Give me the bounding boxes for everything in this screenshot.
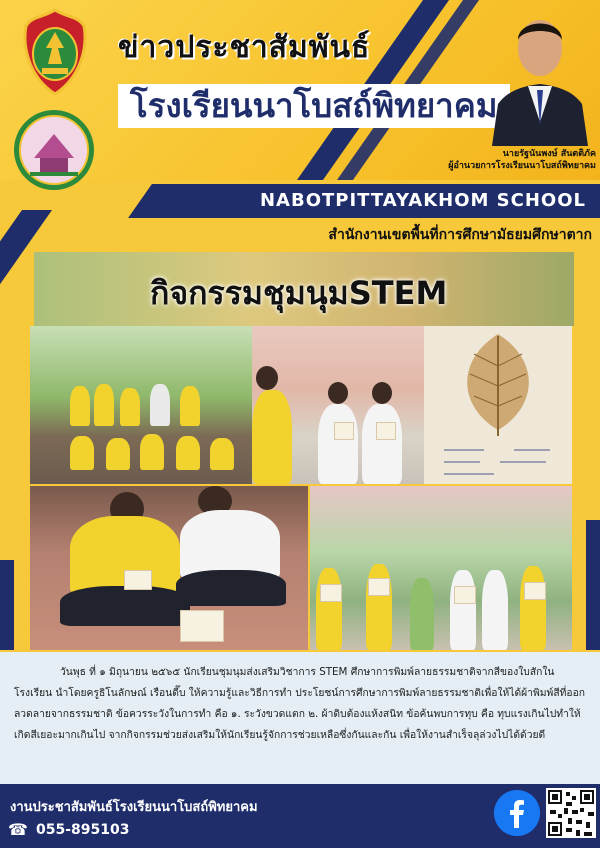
school-name: NABOTPITTAYAKHOM SCHOOL (259, 190, 586, 211)
photo-students-making-prints (30, 486, 308, 650)
qr-code-icon[interactable] (546, 788, 596, 838)
director-photo (488, 4, 592, 146)
school-title: โรงเรียนนาโบสถ์พิทยาคม (118, 84, 510, 128)
photo-students-outdoor (30, 326, 252, 484)
phone-number[interactable]: 055-895103 (36, 822, 130, 838)
director-position: ผู้อำนวยการโรงเรียนนาโบสถ์พิทยาคม (448, 161, 596, 171)
phone-icon: ☎ (8, 820, 28, 839)
side-bar (586, 520, 600, 650)
office-name: สำนักงานเขตพื้นที่การศึกษามัธยมศึกษาตาก (328, 227, 592, 243)
side-bar (0, 560, 14, 650)
district-logo-icon (12, 108, 96, 192)
director-name: นายรัฐนันพงษ์ สันตติภัค (502, 149, 596, 159)
footer-name: งานประชาสัมพันธ์โรงเรียนนาโบสถ์พิทยาคม (10, 800, 258, 815)
header-title: ข่าวประชาสัมพันธ์ (118, 30, 371, 65)
photo-leaf-print (424, 326, 572, 484)
activity-title: กิจกรรมชุมนุมSTEM (150, 274, 448, 312)
school-crest-icon (18, 8, 92, 96)
photo-group-with-prints (310, 486, 572, 650)
caption-text: วันพุธ ที่ ๑ มิถุนายน ๒๕๖๕ นักเรียนชุมนุมส่งเสริมวิชาการ STEM ศึกษาการพิมพ์ลายธรรมชาติจากสีของใบสักในโรงเรียน นำโดยครูธิโนลักษณ์ เรือนดี๊บ ให้ความรู้และวิธีการทำ ประโยชน์การศึกษาการพิมพ์ลายธรรมชาติเพื่อให้ได้ผ้าพิมพ์สีที่ออกลวดลายจากธรรมชาติ ข้อควรระวังในการทำ คือ ๑. ระวังขวดแตก ๒. ผ้าดิบต้องแห้งสนิท ข้อค้นพบการทุบ คือ ทุบแรงเกินไปทำให้เกิดสีเยอะมากเกินไป จากกิจกรรมช่วยส่งเสริมให้นักเรียนรู้จักการช่วยเหลือซึ่งกันและกัน เพื่อให้งานสำเร็จลุล่วงไปได้ด้วยดี (14, 666, 585, 741)
facebook-icon[interactable] (494, 790, 540, 836)
photo-students-holding-prints (252, 326, 424, 484)
director-caption (404, 148, 596, 172)
